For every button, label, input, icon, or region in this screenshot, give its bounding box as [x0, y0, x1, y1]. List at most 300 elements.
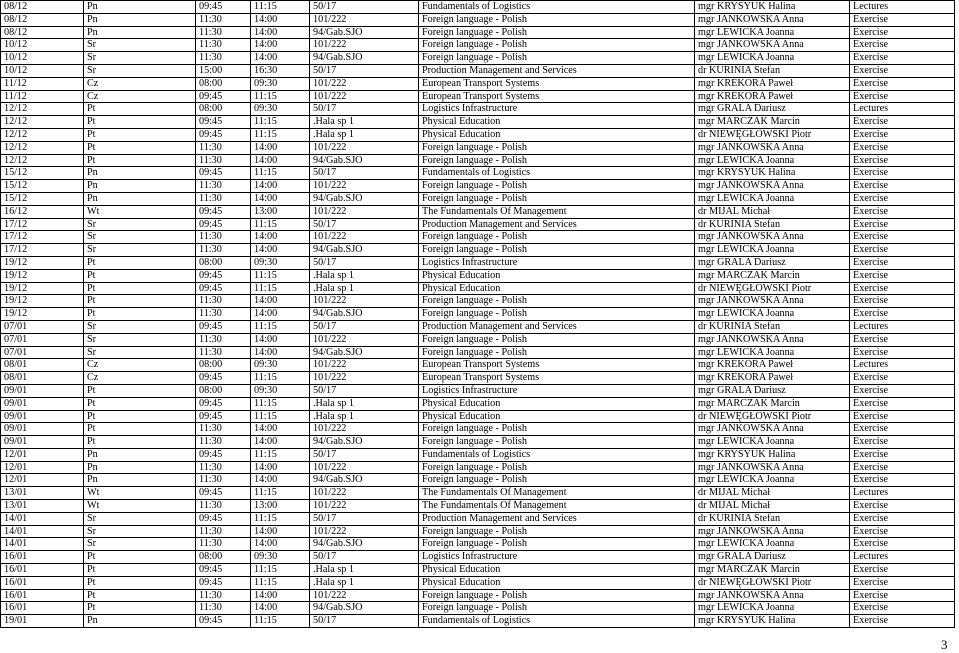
course-cell: Foreign language - Polish: [419, 192, 695, 205]
end-time-cell: 11:15: [251, 320, 310, 333]
class-type-cell: Exercise: [850, 333, 955, 346]
date-cell: 19/12: [1, 282, 84, 295]
start-time-cell: 11:30: [196, 423, 251, 436]
class-type-cell: Exercise: [850, 128, 955, 141]
schedule-body: [1, 1, 955, 628]
room-cell: 94/Gab.SJO: [310, 538, 419, 551]
course-cell: Foreign language - Polish: [419, 13, 695, 26]
end-time-cell: 11:15: [251, 128, 310, 141]
course-cell: Foreign language - Polish: [419, 602, 695, 615]
date-cell: 10/12: [1, 64, 84, 77]
start-time-cell: 09:45: [196, 218, 251, 231]
day-cell: Wt: [84, 205, 196, 218]
room-cell: 94/Gab.SJO: [310, 602, 419, 615]
course-cell: Foreign language - Polish: [419, 461, 695, 474]
class-type-cell: Lectures: [850, 320, 955, 333]
end-time-cell: 09:30: [251, 359, 310, 372]
instructor-cell: dr KURINIA Stefan: [695, 512, 850, 525]
room-cell: 50/17: [310, 218, 419, 231]
start-time-cell: 09:45: [196, 1, 251, 14]
day-cell: Śr: [84, 244, 196, 257]
end-time-cell: 14:00: [251, 538, 310, 551]
class-type-cell: Lectures: [850, 359, 955, 372]
date-cell: 19/01: [1, 615, 84, 628]
class-type-cell: Exercise: [850, 576, 955, 589]
course-cell: Logistics Infrastructure: [419, 103, 695, 116]
start-time-cell: 11:30: [196, 295, 251, 308]
room-cell: 94/Gab.SJO: [310, 26, 419, 39]
class-type-cell: Exercise: [850, 26, 955, 39]
course-cell: Foreign language - Polish: [419, 244, 695, 257]
instructor-cell: mgr MARCZAK Marcin: [695, 564, 850, 577]
date-cell: 12/01: [1, 461, 84, 474]
room-cell: 50/17: [310, 64, 419, 77]
start-time-cell: 09:45: [196, 282, 251, 295]
instructor-cell: mgr MARCZAK Marcin: [695, 269, 850, 282]
course-cell: European Transport Systems: [419, 90, 695, 103]
day-cell: Cz: [84, 77, 196, 90]
table-row: [1, 576, 955, 589]
end-time-cell: 11:15: [251, 90, 310, 103]
course-cell: Fundamentals of Logistics: [419, 1, 695, 14]
room-cell: 94/Gab.SJO: [310, 346, 419, 359]
start-time-cell: 09:45: [196, 397, 251, 410]
start-time-cell: 09:45: [196, 128, 251, 141]
course-cell: The Fundamentals Of Management: [419, 205, 695, 218]
table-row: [1, 218, 955, 231]
start-time-cell: 11:30: [196, 346, 251, 359]
instructor-cell: dr MIJAL Michał: [695, 500, 850, 513]
start-time-cell: 09:45: [196, 269, 251, 282]
end-time-cell: 14:00: [251, 333, 310, 346]
class-type-cell: Exercise: [850, 282, 955, 295]
start-time-cell: 09:45: [196, 205, 251, 218]
table-row: [1, 538, 955, 551]
start-time-cell: 08:00: [196, 77, 251, 90]
instructor-cell: mgr LEWICKA Joanna: [695, 346, 850, 359]
instructor-cell: dr MIJAL Michał: [695, 487, 850, 500]
instructor-cell: mgr KRYSYUK Halina: [695, 448, 850, 461]
table-row: [1, 167, 955, 180]
table-row: [1, 103, 955, 116]
instructor-cell: mgr JANKOWSKA Anna: [695, 13, 850, 26]
date-cell: 07/01: [1, 320, 84, 333]
class-type-cell: Exercise: [850, 39, 955, 52]
room-cell: 50/17: [310, 448, 419, 461]
room-cell: 94/Gab.SJO: [310, 474, 419, 487]
date-cell: 19/12: [1, 269, 84, 282]
class-type-cell: Exercise: [850, 525, 955, 538]
date-cell: 09/01: [1, 397, 84, 410]
date-cell: 15/12: [1, 180, 84, 193]
course-cell: Physical Education: [419, 410, 695, 423]
date-cell: 17/12: [1, 231, 84, 244]
start-time-cell: 11:30: [196, 141, 251, 154]
room-cell: 101/222: [310, 333, 419, 346]
class-type-cell: Exercise: [850, 90, 955, 103]
day-cell: Śr: [84, 231, 196, 244]
day-cell: Wt: [84, 487, 196, 500]
day-cell: Pt: [84, 384, 196, 397]
end-time-cell: 14:00: [251, 13, 310, 26]
start-time-cell: 15:00: [196, 64, 251, 77]
room-cell: 50/17: [310, 103, 419, 116]
table-row: [1, 77, 955, 90]
end-time-cell: 11:15: [251, 410, 310, 423]
room-cell: 101/222: [310, 77, 419, 90]
course-cell: Foreign language - Polish: [419, 308, 695, 321]
end-time-cell: 14:00: [251, 52, 310, 65]
day-cell: Pn: [84, 26, 196, 39]
table-row: [1, 52, 955, 65]
date-cell: 12/01: [1, 474, 84, 487]
class-type-cell: Exercise: [850, 423, 955, 436]
instructor-cell: mgr LEWICKA Joanna: [695, 308, 850, 321]
course-cell: Foreign language - Polish: [419, 154, 695, 167]
class-type-cell: Lectures: [850, 551, 955, 564]
day-cell: Pt: [84, 282, 196, 295]
start-time-cell: 09:45: [196, 615, 251, 628]
room-cell: 101/222: [310, 205, 419, 218]
room-cell: .Hala sp 1: [310, 269, 419, 282]
course-cell: Physical Education: [419, 116, 695, 129]
end-time-cell: 11:15: [251, 448, 310, 461]
start-time-cell: 11:30: [196, 500, 251, 513]
start-time-cell: 11:30: [196, 589, 251, 602]
room-cell: 101/222: [310, 500, 419, 513]
date-cell: 08/12: [1, 26, 84, 39]
start-time-cell: 09:45: [196, 116, 251, 129]
day-cell: Pt: [84, 410, 196, 423]
day-cell: Pt: [84, 397, 196, 410]
table-row: [1, 13, 955, 26]
table-row: [1, 461, 955, 474]
instructor-cell: mgr KREKORA Paweł: [695, 90, 850, 103]
start-time-cell: 09:45: [196, 487, 251, 500]
table-row: [1, 64, 955, 77]
instructor-cell: dr NIEWĘGŁOWSKI Piotr: [695, 576, 850, 589]
start-time-cell: 09:45: [196, 576, 251, 589]
room-cell: 101/222: [310, 372, 419, 385]
instructor-cell: mgr GRALA Dariusz: [695, 256, 850, 269]
room-cell: .Hala sp 1: [310, 564, 419, 577]
table-row: [1, 487, 955, 500]
end-time-cell: 14:00: [251, 525, 310, 538]
course-cell: Foreign language - Polish: [419, 474, 695, 487]
class-type-cell: Lectures: [850, 103, 955, 116]
date-cell: 16/01: [1, 602, 84, 615]
day-cell: Śr: [84, 52, 196, 65]
date-cell: 11/12: [1, 90, 84, 103]
day-cell: Pn: [84, 192, 196, 205]
instructor-cell: dr KURINIA Stefan: [695, 320, 850, 333]
date-cell: 09/01: [1, 384, 84, 397]
table-row: [1, 500, 955, 513]
course-cell: Physical Education: [419, 564, 695, 577]
class-type-cell: Exercise: [850, 295, 955, 308]
instructor-cell: mgr MARCZAK Marcin: [695, 397, 850, 410]
start-time-cell: 11:30: [196, 154, 251, 167]
instructor-cell: mgr JANKOWSKA Anna: [695, 180, 850, 193]
class-type-cell: Exercise: [850, 500, 955, 513]
table-row: [1, 410, 955, 423]
table-row: [1, 154, 955, 167]
instructor-cell: dr NIEWĘGŁOWSKI Piotr: [695, 410, 850, 423]
class-type-cell: Exercise: [850, 269, 955, 282]
end-time-cell: 11:15: [251, 282, 310, 295]
table-row: [1, 551, 955, 564]
table-row: [1, 474, 955, 487]
day-cell: Pn: [84, 615, 196, 628]
instructor-cell: mgr LEWICKA Joanna: [695, 538, 850, 551]
end-time-cell: 14:00: [251, 423, 310, 436]
course-cell: Logistics Infrastructure: [419, 256, 695, 269]
end-time-cell: 14:00: [251, 231, 310, 244]
room-cell: 94/Gab.SJO: [310, 154, 419, 167]
end-time-cell: 14:00: [251, 39, 310, 52]
course-cell: Foreign language - Polish: [419, 346, 695, 359]
date-cell: 15/12: [1, 192, 84, 205]
date-cell: 12/12: [1, 128, 84, 141]
date-cell: 12/12: [1, 116, 84, 129]
table-row: [1, 333, 955, 346]
start-time-cell: 08:00: [196, 551, 251, 564]
class-type-cell: Exercise: [850, 192, 955, 205]
room-cell: 101/222: [310, 359, 419, 372]
class-type-cell: Exercise: [850, 231, 955, 244]
course-cell: Foreign language - Polish: [419, 295, 695, 308]
start-time-cell: 11:30: [196, 308, 251, 321]
class-type-cell: Exercise: [850, 52, 955, 65]
start-time-cell: 09:45: [196, 564, 251, 577]
instructor-cell: mgr JANKOWSKA Anna: [695, 231, 850, 244]
start-time-cell: 11:30: [196, 461, 251, 474]
course-cell: Foreign language - Polish: [419, 231, 695, 244]
date-cell: 12/01: [1, 448, 84, 461]
date-cell: 11/12: [1, 77, 84, 90]
start-time-cell: 09:45: [196, 448, 251, 461]
date-cell: 07/01: [1, 333, 84, 346]
instructor-cell: mgr JANKOWSKA Anna: [695, 39, 850, 52]
table-row: [1, 308, 955, 321]
room-cell: 101/222: [310, 487, 419, 500]
room-cell: 50/17: [310, 551, 419, 564]
date-cell: 14/01: [1, 525, 84, 538]
end-time-cell: 09:30: [251, 256, 310, 269]
date-cell: 12/12: [1, 141, 84, 154]
instructor-cell: mgr GRALA Dariusz: [695, 103, 850, 116]
course-cell: Physical Education: [419, 128, 695, 141]
class-type-cell: Exercise: [850, 538, 955, 551]
table-row: [1, 231, 955, 244]
course-cell: Foreign language - Polish: [419, 26, 695, 39]
date-cell: 15/12: [1, 167, 84, 180]
course-cell: Fundamentals of Logistics: [419, 167, 695, 180]
end-time-cell: 14:00: [251, 192, 310, 205]
day-cell: Śr: [84, 64, 196, 77]
start-time-cell: 09:45: [196, 410, 251, 423]
room-cell: 50/17: [310, 1, 419, 14]
instructor-cell: mgr KRYSYUK Halina: [695, 1, 850, 14]
end-time-cell: 11:15: [251, 1, 310, 14]
room-cell: 101/222: [310, 141, 419, 154]
end-time-cell: 14:00: [251, 602, 310, 615]
course-cell: The Fundamentals Of Management: [419, 500, 695, 513]
class-type-cell: Exercise: [850, 154, 955, 167]
course-cell: The Fundamentals Of Management: [419, 487, 695, 500]
course-cell: Production Management and Services: [419, 320, 695, 333]
course-cell: Foreign language - Polish: [419, 52, 695, 65]
instructor-cell: mgr JANKOWSKA Anna: [695, 461, 850, 474]
table-row: [1, 615, 955, 628]
date-cell: 09/01: [1, 423, 84, 436]
end-time-cell: 09:30: [251, 77, 310, 90]
room-cell: 94/Gab.SJO: [310, 436, 419, 449]
course-cell: Physical Education: [419, 397, 695, 410]
room-cell: .Hala sp 1: [310, 576, 419, 589]
end-time-cell: 13:00: [251, 205, 310, 218]
day-cell: Pn: [84, 167, 196, 180]
date-cell: 09/01: [1, 436, 84, 449]
end-time-cell: 16:30: [251, 64, 310, 77]
class-type-cell: Exercise: [850, 205, 955, 218]
class-type-cell: Exercise: [850, 13, 955, 26]
table-row: [1, 26, 955, 39]
course-cell: Production Management and Services: [419, 218, 695, 231]
room-cell: 101/222: [310, 180, 419, 193]
date-cell: 14/01: [1, 538, 84, 551]
room-cell: 101/222: [310, 13, 419, 26]
start-time-cell: 11:30: [196, 525, 251, 538]
day-cell: Pt: [84, 141, 196, 154]
table-row: [1, 423, 955, 436]
room-cell: 50/17: [310, 512, 419, 525]
instructor-cell: mgr KRYSYUK Halina: [695, 167, 850, 180]
class-type-cell: Exercise: [850, 474, 955, 487]
date-cell: 17/12: [1, 244, 84, 257]
day-cell: Śr: [84, 525, 196, 538]
start-time-cell: 09:45: [196, 90, 251, 103]
date-cell: 07/01: [1, 346, 84, 359]
course-cell: Production Management and Services: [419, 512, 695, 525]
end-time-cell: 14:00: [251, 180, 310, 193]
course-cell: European Transport Systems: [419, 77, 695, 90]
day-cell: Pn: [84, 1, 196, 14]
start-time-cell: 11:30: [196, 231, 251, 244]
instructor-cell: mgr LEWICKA Joanna: [695, 602, 850, 615]
class-type-cell: Lectures: [850, 1, 955, 14]
table-row: [1, 602, 955, 615]
day-cell: Pt: [84, 551, 196, 564]
class-type-cell: Exercise: [850, 372, 955, 385]
day-cell: Pt: [84, 103, 196, 116]
instructor-cell: dr KURINIA Stefan: [695, 64, 850, 77]
instructor-cell: dr NIEWĘGŁOWSKI Piotr: [695, 128, 850, 141]
course-cell: Physical Education: [419, 282, 695, 295]
day-cell: Pt: [84, 423, 196, 436]
class-type-cell: Exercise: [850, 77, 955, 90]
course-cell: European Transport Systems: [419, 359, 695, 372]
day-cell: Pn: [84, 13, 196, 26]
room-cell: .Hala sp 1: [310, 128, 419, 141]
start-time-cell: 08:00: [196, 384, 251, 397]
date-cell: 13/01: [1, 487, 84, 500]
instructor-cell: dr MIJAL Michał: [695, 205, 850, 218]
end-time-cell: 09:30: [251, 551, 310, 564]
start-time-cell: 09:45: [196, 167, 251, 180]
table-row: [1, 359, 955, 372]
day-cell: Pn: [84, 474, 196, 487]
start-time-cell: 08:00: [196, 103, 251, 116]
table-row: [1, 295, 955, 308]
end-time-cell: 14:00: [251, 154, 310, 167]
class-type-cell: Exercise: [850, 116, 955, 129]
instructor-cell: mgr LEWICKA Joanna: [695, 192, 850, 205]
instructor-cell: dr KURINIA Stefan: [695, 218, 850, 231]
end-time-cell: 14:00: [251, 308, 310, 321]
course-cell: European Transport Systems: [419, 372, 695, 385]
class-type-cell: Exercise: [850, 167, 955, 180]
room-cell: 94/Gab.SJO: [310, 308, 419, 321]
end-time-cell: 09:30: [251, 384, 310, 397]
room-cell: 50/17: [310, 320, 419, 333]
day-cell: Pt: [84, 602, 196, 615]
course-cell: Fundamentals of Logistics: [419, 615, 695, 628]
class-type-cell: Exercise: [850, 244, 955, 257]
day-cell: Pt: [84, 576, 196, 589]
instructor-cell: mgr KREKORA Paweł: [695, 372, 850, 385]
date-cell: 16/01: [1, 564, 84, 577]
room-cell: 50/17: [310, 167, 419, 180]
start-time-cell: 11:30: [196, 333, 251, 346]
end-time-cell: 14:00: [251, 461, 310, 474]
end-time-cell: 11:15: [251, 397, 310, 410]
room-cell: 50/17: [310, 256, 419, 269]
instructor-cell: mgr LEWICKA Joanna: [695, 154, 850, 167]
table-row: [1, 39, 955, 52]
instructor-cell: mgr KREKORA Paweł: [695, 77, 850, 90]
end-time-cell: 13:00: [251, 500, 310, 513]
date-cell: 08/12: [1, 1, 84, 14]
table-row: [1, 256, 955, 269]
table-row: [1, 397, 955, 410]
table-row: [1, 372, 955, 385]
instructor-cell: mgr LEWICKA Joanna: [695, 244, 850, 257]
course-cell: Foreign language - Polish: [419, 39, 695, 52]
course-cell: Production Management and Services: [419, 64, 695, 77]
end-time-cell: 11:15: [251, 372, 310, 385]
date-cell: 08/01: [1, 359, 84, 372]
instructor-cell: mgr JANKOWSKA Anna: [695, 589, 850, 602]
class-type-cell: Exercise: [850, 615, 955, 628]
course-cell: Physical Education: [419, 576, 695, 589]
table-row: [1, 436, 955, 449]
start-time-cell: 11:30: [196, 39, 251, 52]
room-cell: 101/222: [310, 461, 419, 474]
table-row: [1, 180, 955, 193]
course-cell: Foreign language - Polish: [419, 180, 695, 193]
room-cell: 101/222: [310, 525, 419, 538]
room-cell: .Hala sp 1: [310, 282, 419, 295]
class-type-cell: Exercise: [850, 410, 955, 423]
day-cell: Cz: [84, 372, 196, 385]
class-type-cell: Exercise: [850, 397, 955, 410]
day-cell: Cz: [84, 90, 196, 103]
class-type-cell: Exercise: [850, 218, 955, 231]
start-time-cell: 11:30: [196, 244, 251, 257]
date-cell: 08/12: [1, 13, 84, 26]
end-time-cell: 14:00: [251, 295, 310, 308]
